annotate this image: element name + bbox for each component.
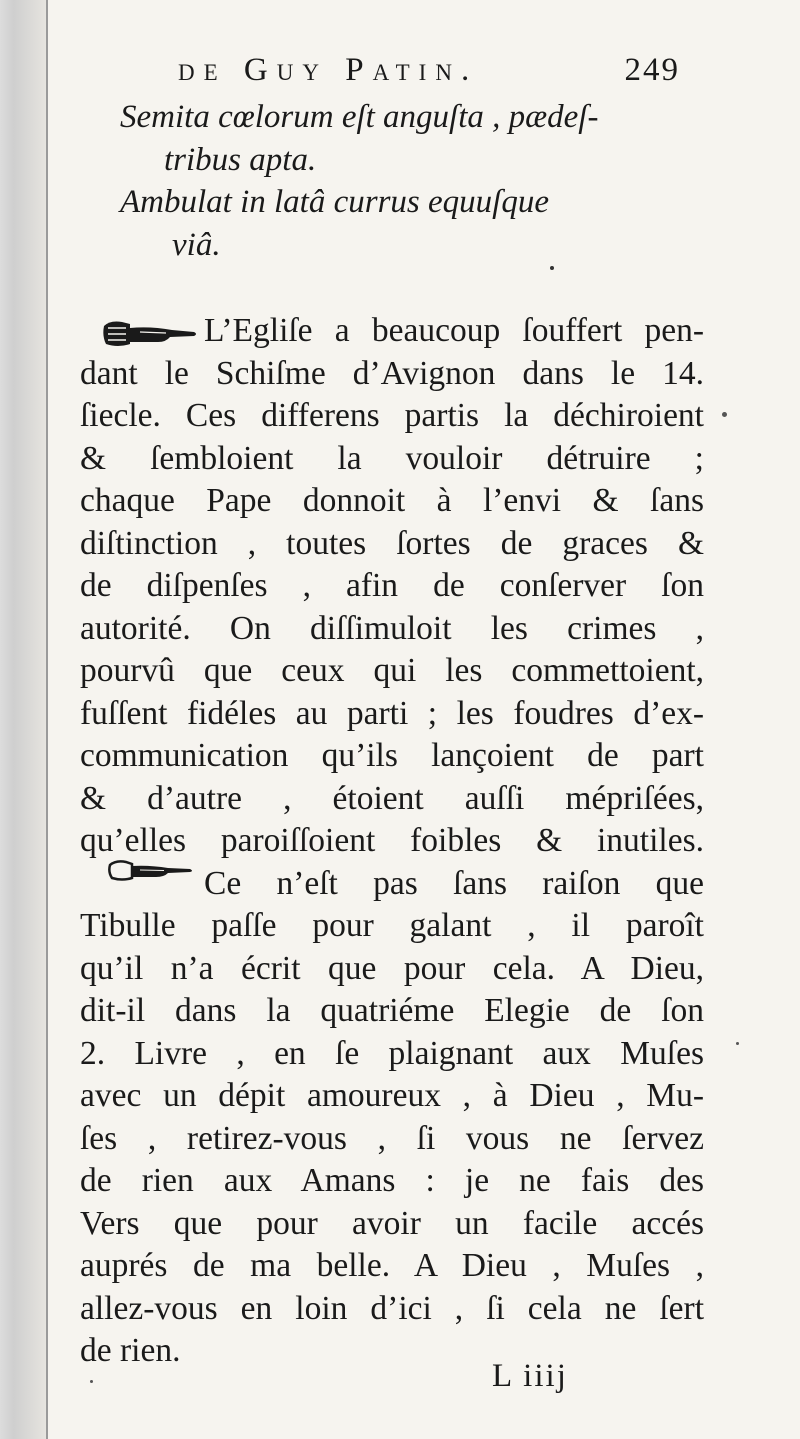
pointing-hand-icon [106, 857, 196, 883]
ink-speck [722, 412, 727, 417]
text-line: auprés de ma belle. A Dieu , Muſes , [80, 1247, 704, 1284]
gutter-edge [46, 0, 48, 1439]
latin-verse [120, 96, 710, 266]
text-line: Tibulle paſſe pour galant , il paroît [80, 907, 704, 944]
text-line: Ce n’eſt pas ſans raiſon que [204, 864, 704, 902]
text-line: qu’elles paroiſſoient foibles & inutiles. [80, 822, 704, 859]
text-line: de rien aux Amans : je ne fais des [80, 1162, 704, 1199]
text-line: chaque Pape donnoit à l’envi & ſans [80, 482, 704, 519]
text-line: ſes , retirez-vous , ſi vous ne ſervez [80, 1119, 704, 1157]
text-line: & d’autre , étoient auſſi mépriſées, [80, 779, 704, 817]
text-line: ſiecle. Ces differens partis la déchiroient [80, 397, 704, 434]
text-line: Vers que pour avoir un facile accés [80, 1204, 704, 1242]
paragraph [80, 863, 704, 1373]
pointing-hand-icon [100, 318, 200, 350]
paragraph [80, 310, 704, 863]
text-line: dant le Schiſme d’Avignon dans le 14. [80, 354, 704, 392]
ink-speck [736, 1042, 739, 1045]
verse-line: tribus apta. [164, 141, 317, 178]
text-line: de rien. [80, 1332, 181, 1369]
verse-line: Ambulat in latâ currus equuſque [120, 184, 549, 220]
running-title: de Guy Patin. [178, 52, 479, 88]
text-line: 2. Livre , en ſe plaignant aux Muſes [80, 1034, 704, 1072]
ink-dot [550, 266, 554, 270]
text-line: L’Egliſe a beaucoup ſouffert pen- [204, 312, 704, 349]
text-line: allez-vous en loin d’ici , ſi cela ne ſert [80, 1289, 704, 1327]
text-line: de diſpenſes , afin de conſerver ſon [80, 567, 704, 604]
text-line: fuſſent fidéles au parti ; les foudres d’ex- [80, 694, 704, 732]
text-line: qu’il n’a écrit que pour cela. A Dieu, [80, 949, 704, 987]
verse-line: viâ. [172, 226, 221, 263]
text-line: diſtinction , toutes ſortes de graces & [80, 524, 704, 562]
page-number: 249 [624, 52, 680, 88]
ink-speck [90, 1380, 93, 1383]
verse-line: Semita cœlorum eſt anguſta , pædeſ- [120, 99, 599, 135]
text-line: communication qu’ils lançoient de part [80, 737, 704, 774]
body-text [80, 310, 704, 1373]
signature-mark: L iiij [492, 1358, 568, 1394]
text-line: autorité. On diſſimuloit les crimes , [80, 609, 704, 647]
text-line: pourvû que ceux qui les commettoient, [80, 652, 704, 689]
text-line: & ſembloient la vouloir détruire ; [80, 439, 704, 477]
text-line: dit-il dans la quatriéme Elegie de ſon [80, 992, 704, 1029]
text-line: avec un dépit amoureux , à Dieu , Mu- [80, 1077, 704, 1114]
page-gutter [0, 0, 46, 1439]
page-header [178, 52, 698, 92]
